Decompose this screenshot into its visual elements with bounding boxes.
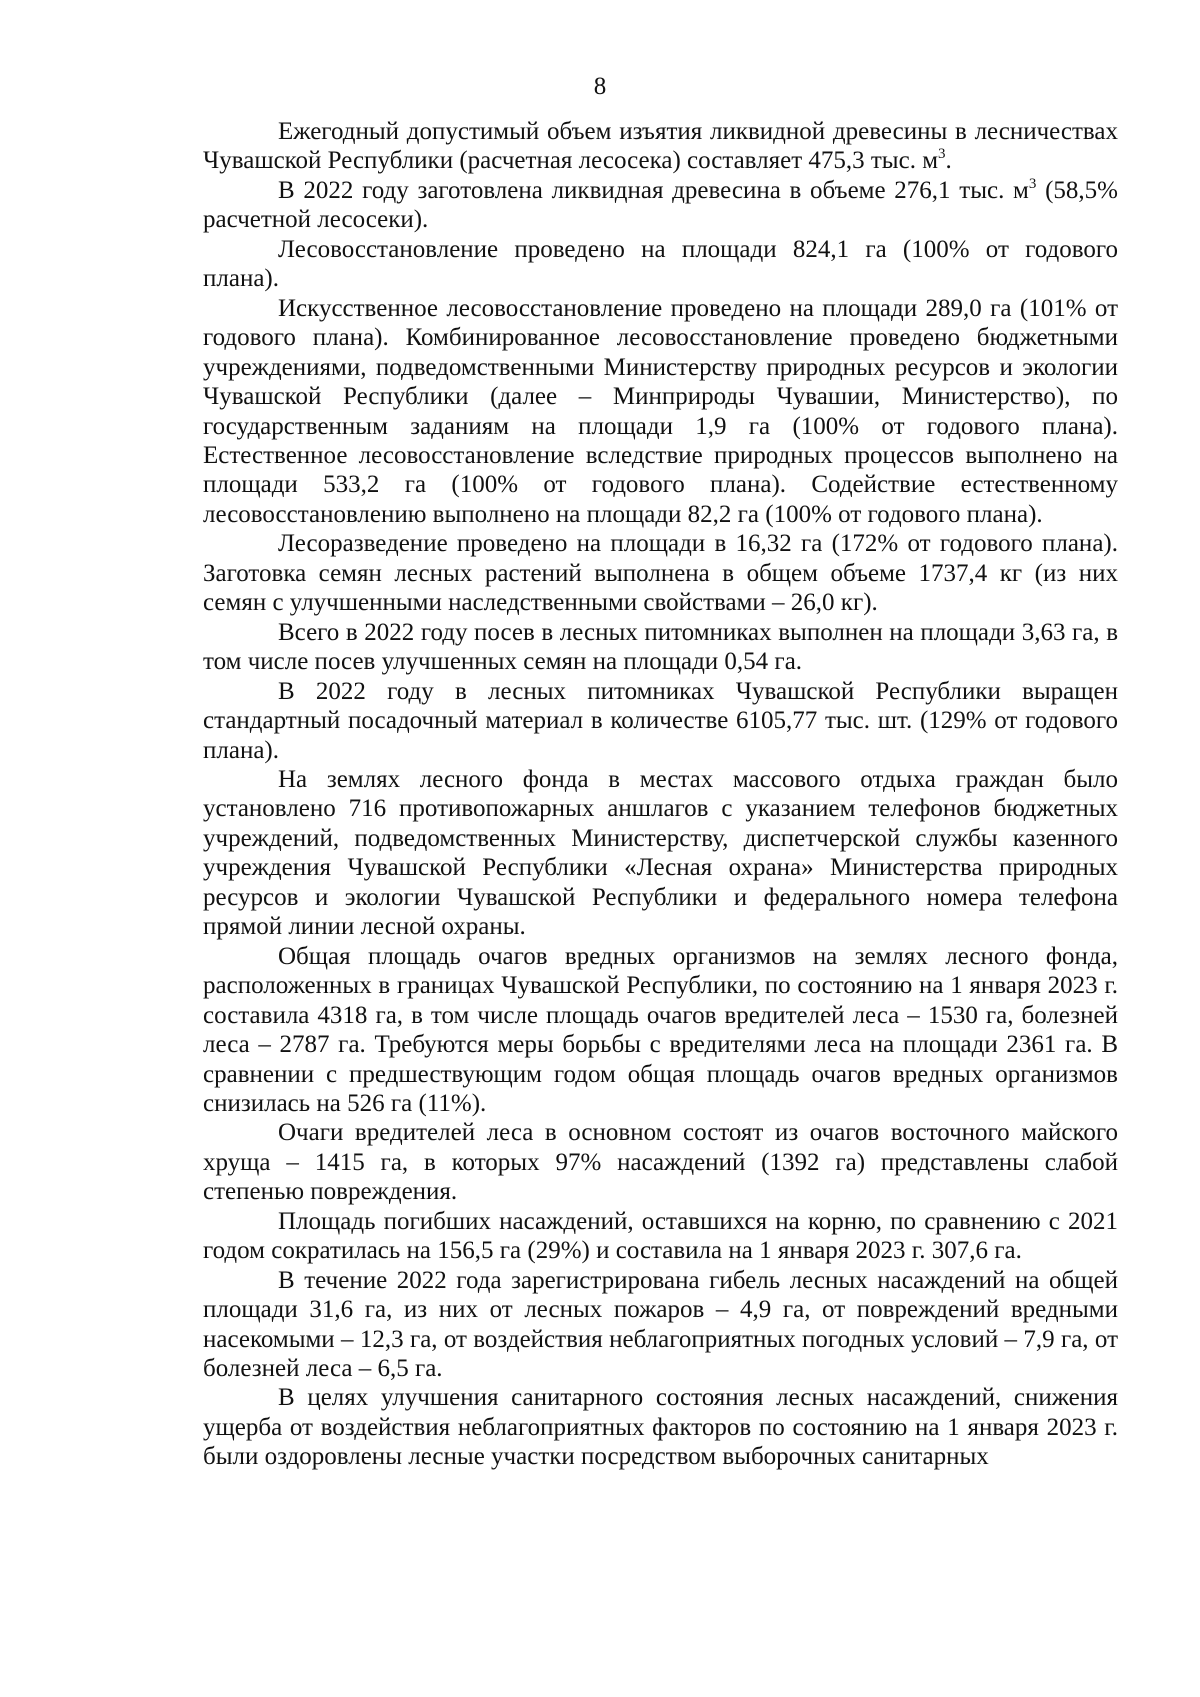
paragraph-text-tail: (58,5% расчетной лесосеки). <box>203 176 1118 234</box>
paragraph-pest-foci: Очаги вредителей леса в основном состоят из очагов восточного майского хруща – 1415 га, в которых 97% насаждений (1392 га) представлены слабой степенью повреждения. <box>203 1119 1118 1206</box>
paragraph-stand-losses: В течение 2022 года зарегистрирована гибель лесных насаждений на общей площади 31,6 га, из них от лесных пожаров – 4,9 га, от повреждений вредными насекомыми – 12,3 га, от воздействия неблагоприятных погодных условий – 7,9 га, от болезней леса – 6,5 га. <box>203 1266 1118 1383</box>
page-number: 8 <box>593 73 607 100</box>
paragraph-harmful-organisms: Общая площадь очагов вредных организмов на землях лесного фонда, расположенных в границах Чувашской Республики, по состоянию на 1 января 2023 г. составила 4318 га, в том числе площадь очагов вредителей леса – 1530 га, болезней леса – 2787 га. Требуются меры борьбы с вредителями леса на площади 2361 га. В сравнении с предшествующим годом общая площадь очагов вредных организмов снизилась на 526 га (11%). <box>203 942 1118 1117</box>
paragraph-sanitary-measures: В целях улучшения санитарного состояния лесных насаждений, снижения ущерба от воздействия неблагоприятных факторов по состоянию на 1 января 2023 г. были оздоровлены лесные участки посредством выборочных санитарных <box>203 1384 1118 1471</box>
paragraph-fire-signs: На землях лесного фонда в местах массового отдыха граждан было установлено 716 противопожарных аншлагов с указанием телефонов бюджетных учреждений, подведомственных Министерству, диспетчерской службы казенного учреждения Чувашской Республики «Лесная охрана» Министерства природных ресурсов и экологии Чувашской Республики и федерального номера телефона прямой линии лесной охраны. <box>203 765 1118 941</box>
paragraph-dead-stands: Площадь погибших насаждений, оставшихся на корню, по сравнению с 2021 годом сократилась на 156,5 га (29%) и составила на 1 января 2023 г. 307,6 га. <box>203 1207 1118 1265</box>
paragraph-text: В 2022 году заготовлена ликвидная древесина в объеме 276,1 тыс. м <box>278 176 1029 204</box>
paragraph-reforestation: Лесовосстановление проведено на площади 824,1 га (100% от годового плана). <box>203 235 1118 293</box>
paragraph-artificial-reforestation: Искусственное лесовосстановление проведено на площади 289,0 га (101% от годового плана). Комбинированное лесовосстановление проведено бюджетными учреждениями, подведомственными Министерству природных ресурсов и экологии Чувашской Республики (далее – Минприроды Чувашии, Министерство), по государственным заданиям на площади 1,9 га (100% от годового плана). Естественное лесовосстановление вследствие природных процессов выполнено на площади 533,2 га (100% от годового плана). Содействие естественному лесовосстановлению выполнено на площади 82,2 га (100% от годового плана). <box>203 294 1118 528</box>
paragraph-planting-material: В 2022 году в лесных питомниках Чувашской Республики выращен стандартный посадочный материал в количестве 6105,77 тыс. шт. (129% от годового плана). <box>203 677 1118 764</box>
paragraph-text: Ежегодный допустимый объем изъятия ликвидной древесины в лесничествах Чувашской Республики (расчетная лесосека) составляет 475,3 тыс. м <box>203 118 1118 175</box>
document-body <box>203 117 1118 1472</box>
paragraph-allowable-harvest <box>203 117 1118 176</box>
superscript-exponent: 3 <box>938 146 946 163</box>
superscript-exponent: 3 <box>1028 175 1037 192</box>
paragraph-afforestation: Лесоразведение проведено на площади в 16,32 га (172% от годового плана). Заготовка семян лесных растений выполнена в общем объеме 1737,4 кг (из них семян с улучшенными наследственными свойствами – 26,0 кг). <box>203 530 1118 617</box>
paragraph-text-tail: . <box>945 147 952 175</box>
paragraph-nursery-sowing: Всего в 2022 году посев в лесных питомниках выполнен на площади 3,63 га, в том числе посев улучшенных семян на площади 0,54 га. <box>203 618 1118 676</box>
paragraph-timber-harvested <box>203 176 1118 235</box>
